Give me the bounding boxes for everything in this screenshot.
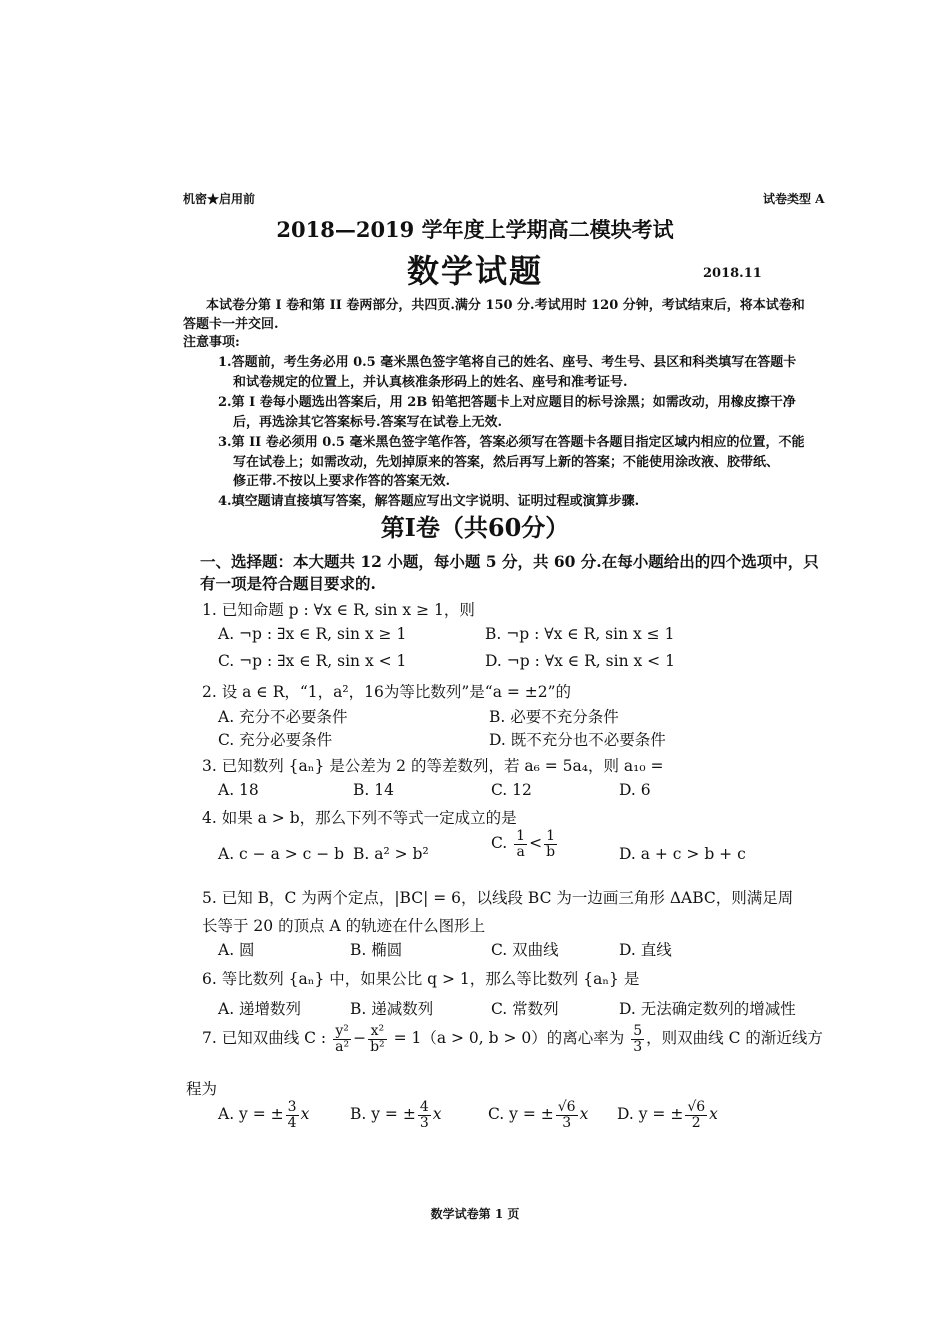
notice-2a: 2.第 I 卷每小题选出答案后，用 2B 铅笔把答题卡上对应题目的标号涂黑；如需改动，用橡皮擦干净 [218, 395, 796, 410]
q7-middle: = 1（a > 0, b > 0）的离心率为 [393, 1029, 625, 1048]
question-1-stem: 1. 已知命题 p : ∀x ∈ R, sin x ≥ 1，则 [202, 601, 475, 619]
question-5-stem-1: 5. 已知 B，C 为两个定点，|BC| = 6，以线段 BC 为一边画三角形 ΔABC，则满足周 [202, 889, 794, 907]
question-3-option-a: A. 18 [218, 781, 259, 799]
notice-1a: 1.答题前，考生务必用 0.5 毫米黑色签字笔将自己的姓名、座号、考生号、县区和科类填写在答题卡 [218, 355, 797, 370]
notice-title: 注意事项: [183, 335, 240, 350]
paper-type-label: 试卷类型 A [763, 192, 825, 206]
notice-1b: 和试卷规定的位置上，并认真核准条形码上的姓名、座号和准考证号. [233, 375, 628, 390]
question-4-stem: 4. 如果 a > b，那么下列不等式一定成立的是 [202, 809, 517, 827]
question-6-stem: 6. 等比数列 {aₙ} 中，如果公比 q > 1，那么等比数列 {aₙ} 是 [202, 970, 640, 988]
fraction-4-over-3: $\frac{4}{3}$ [419, 1099, 429, 1131]
question-5-option-a: A. 圆 [218, 941, 255, 959]
less-than-sign: < [529, 834, 543, 853]
question-6-option-b: B. 递减数列 [350, 1000, 434, 1018]
subject-title: 数学试题 [406, 252, 543, 290]
question-7-stem [202, 1024, 823, 1054]
notice-3b: 写在试卷上；如需改动，先划掉原来的答案，然后再写上新的答案；不能使用涂改液、胶带纸、 [233, 455, 780, 470]
section-title: 第I卷（共60分） [380, 513, 570, 542]
question-7-stem-2: 程为 [186, 1080, 218, 1098]
question-3-option-d: D. 6 [619, 781, 651, 799]
question-5-option-d: D. 直线 [619, 941, 672, 959]
question-1-option-c: C. ¬p : ∃x ∈ R, sin x < 1 [218, 652, 407, 670]
fraction-sqrt6-over-3: $\frac{√6}{3}$ [557, 1099, 576, 1131]
question-2-option-a: A. 充分不必要条件 [218, 708, 348, 726]
intro-line-1: 本试卷分第 I 卷和第 II 卷两部分，共四页.满分 150 分.考试用时 120 分钟，考试结束后，将本试卷和 [206, 298, 805, 313]
notice-2b: 后，再选涂其它答案标号.答案写在试卷上无效. [233, 415, 503, 430]
intro-line-2: 答题卡一并交回. [183, 317, 279, 332]
fraction-1-over-a: $\frac{1}{a}$ [516, 828, 526, 860]
question-5-option-c: C. 双曲线 [491, 941, 559, 959]
question-3-option-b: B. 14 [353, 781, 394, 799]
q7-prefix: 7. 已知双曲线 C : [202, 1029, 327, 1048]
page-footer: 数学试卷第 1 页 [430, 1207, 520, 1221]
minus-sign: − [353, 1029, 367, 1048]
question-4-option-c [491, 829, 559, 859]
question-6-option-c: C. 常数列 [491, 1000, 559, 1018]
fraction-x2-over-b2: $\frac{\text{x²}}{\text{b²}}$ [370, 1023, 385, 1055]
question-6-option-a: A. 递增数列 [218, 1000, 302, 1018]
q7-suffix: ，则双曲线 C 的渐近线方 [646, 1029, 823, 1048]
notice-3a: 3.第 II 卷必须用 0.5 毫米黑色签字笔作答，答案必须写在答题卡各题目指定区域内相应的位置，不能 [218, 435, 805, 450]
notice-3c: 修正带.不按以上要求作答的答案无效. [233, 474, 451, 489]
exam-title: 2018—2019 学年度上学期高二模块考试 [276, 217, 674, 242]
fraction-5-over-3: $\frac{5}{3}$ [633, 1023, 643, 1055]
question-2-option-d: D. 既不充分也不必要条件 [489, 731, 666, 749]
option-c-label: C. [491, 834, 508, 853]
question-5-stem-2: 长等于 20 的顶点 A 的轨迹在什么图形上 [202, 917, 486, 935]
question-1-option-d: D. ¬p : ∀x ∈ R, sin x < 1 [485, 652, 675, 670]
question-2-option-c: C. 充分必要条件 [218, 731, 333, 749]
question-7-option-c: C. y = ± $\frac{√6}{3}$ x [488, 1099, 589, 1131]
question-1-option-b: B. ¬p : ∀x ∈ R, sin x ≤ 1 [485, 625, 675, 643]
fraction-3-over-4: $\frac{3}{4}$ [287, 1099, 297, 1131]
question-4-option-a: A. c − a > c − b [218, 845, 345, 863]
question-7-option-d: D. y = ± $\frac{√6}{2}$ x [617, 1099, 718, 1131]
question-2-option-b: B. 必要不充分条件 [489, 708, 619, 726]
question-1-option-a: A. ¬p : ∃x ∈ R, sin x ≥ 1 [218, 625, 407, 643]
section-desc-2: 有一项是符合题目要求的. [200, 574, 376, 593]
fraction-y2-over-a2: $\frac{\text{y²}}{\text{a²}}$ [335, 1023, 350, 1055]
question-3-stem: 3. 已知数列 {aₙ} 是公差为 2 的等差数列，若 a₆ = 5a₄，则 a₁₀ = [202, 757, 664, 775]
question-4-option-b: B. a² > b² [353, 845, 429, 863]
question-5-option-b: B. 椭圆 [350, 941, 403, 959]
question-4-option-d: D. a + c > b + c [619, 845, 746, 863]
section-desc-1: 一、选择题：本大题共 12 小题，每小题 5 分，共 60 分.在每小题给出的四个选项中，只 [200, 552, 819, 571]
question-6-option-d: D. 无法确定数列的增减性 [619, 1000, 796, 1018]
confidential-label: 机密★启用前 [183, 192, 256, 206]
question-7-option-a: A. y = ± $\frac{3}{4}$ x [218, 1099, 310, 1131]
notice-4: 4.填空题请直接填写答案，解答题应写出文字说明、证明过程或演算步骤. [218, 494, 640, 509]
question-3-option-c: C. 12 [491, 781, 532, 799]
exam-date: 2018.11 [703, 266, 762, 281]
fraction-1-over-b: $\frac{1}{b}$ [546, 828, 556, 860]
question-2-stem: 2. 设 a ∈ R，“1，a²，16为等比数列”是“a = ±2”的 [202, 683, 572, 701]
question-7-option-b: B. y = ± $\frac{4}{3}$ x [350, 1099, 442, 1131]
fraction-sqrt6-over-2: $\frac{√6}{2}$ [687, 1099, 706, 1131]
